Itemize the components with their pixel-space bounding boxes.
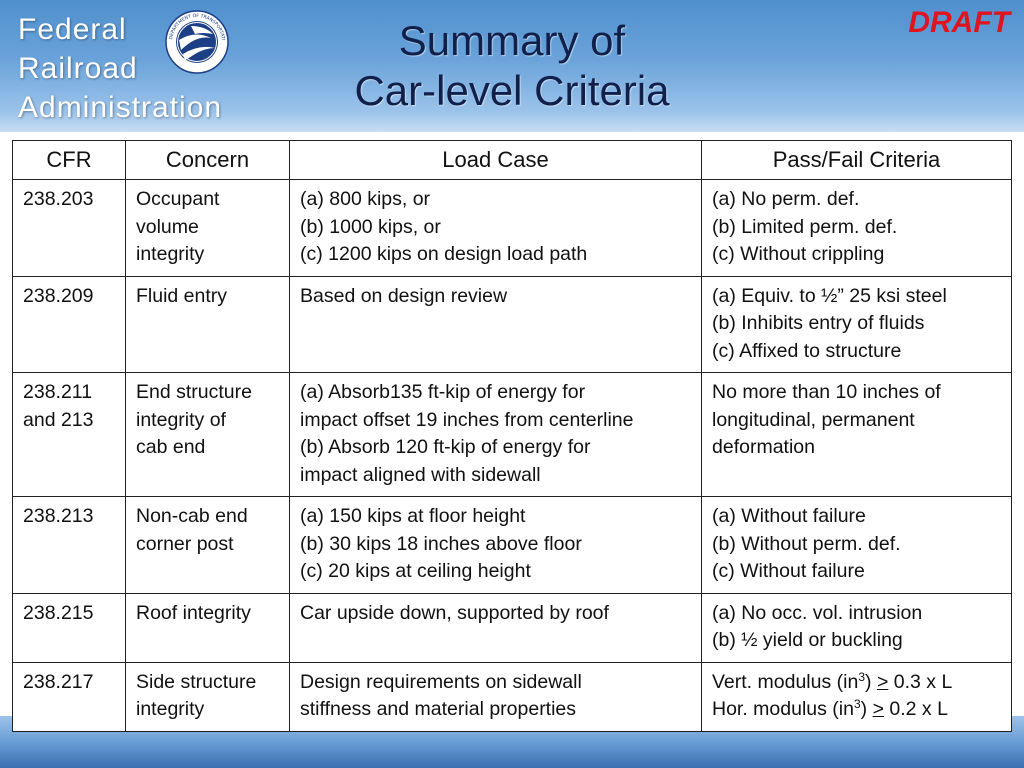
slide-title xyxy=(262,16,762,116)
cell-concern xyxy=(126,593,290,662)
exponent: 3 xyxy=(858,669,866,684)
modulus-limit: 0.2 x L xyxy=(883,698,948,720)
cell-criteria xyxy=(702,593,1012,662)
modulus-close: ) xyxy=(865,670,877,693)
exponent: 3 xyxy=(853,697,861,711)
cell-line: No more than 10 inches of xyxy=(712,381,941,403)
greater-equal-symbol: > xyxy=(872,698,884,720)
cell-line: (a) No occ. vol. intrusion xyxy=(712,601,923,624)
seal-text: DEPARTMENT OF TRANSPORTATI xyxy=(169,13,225,41)
cell-line: 238.213 xyxy=(23,505,94,527)
cell-line: 238.209 xyxy=(23,284,94,307)
cell-line: (a) Equiv. to ½” 25 ksi steel xyxy=(712,284,947,307)
cell-load-case xyxy=(290,373,702,497)
cell-line: corner post xyxy=(136,532,234,555)
cell-concern xyxy=(126,180,290,277)
cell-line: cab end xyxy=(136,436,206,458)
cell-line: integrity xyxy=(136,243,205,265)
cell-line xyxy=(712,696,1001,724)
cell-criteria xyxy=(702,497,1012,594)
brand-line-3: Administration xyxy=(18,91,223,124)
cell-line: (b) Inhibits entry of fluids xyxy=(712,312,925,334)
col-header-pass-fail: Pass/Fail Criteria xyxy=(702,141,1012,180)
cell-line: stiffness and material properties xyxy=(300,698,577,720)
cell-cfr xyxy=(13,497,126,594)
table-header-row xyxy=(13,141,1012,180)
cell-line: (a) Absorb135 ft-kip of energy for xyxy=(300,381,586,403)
cell-line: 238.203 xyxy=(23,188,94,210)
cell-line: (a) 150 kips at floor height xyxy=(300,505,526,527)
cell-line: 238.215 xyxy=(23,601,94,624)
greater-equal-symbol: > xyxy=(876,670,889,693)
cell-line: Design requirements on sidewall xyxy=(300,670,582,693)
modulus-close: ) xyxy=(860,698,873,720)
modulus-label: Vert. modulus (in xyxy=(712,670,859,693)
table-row xyxy=(13,662,1012,731)
cell-line: (c) 20 kips at ceiling height xyxy=(300,560,531,582)
cell-line: Roof integrity xyxy=(136,601,251,624)
table-row xyxy=(13,180,1012,277)
cell-criteria xyxy=(702,276,1012,373)
cell-line: (b) ½ yield or buckling xyxy=(712,629,903,651)
cell-cfr xyxy=(13,662,126,731)
cell-line: End structure xyxy=(136,381,252,403)
table-row xyxy=(13,276,1012,373)
draft-stamp: DRAFT xyxy=(908,6,1010,39)
cell-line: Car upside down, supported by roof xyxy=(300,601,609,624)
cell-line: and 213 xyxy=(23,408,94,431)
cell-line: volume xyxy=(136,215,199,238)
cell-line: impact offset 19 inches from centerline xyxy=(300,408,634,431)
cell-line: Based on design review xyxy=(300,284,508,307)
cell-load-case xyxy=(290,276,702,373)
cell-line: (c) Without crippling xyxy=(712,243,885,265)
cell-line: (c) Without failure xyxy=(712,560,865,582)
cell-cfr xyxy=(13,593,126,662)
cell-cfr xyxy=(13,276,126,373)
cell-load-case xyxy=(290,180,702,277)
cell-criteria xyxy=(702,373,1012,497)
cell-line: (c) Affixed to structure xyxy=(712,339,902,362)
cell-line: (a) No perm. def. xyxy=(712,188,860,210)
cell-line: (b) Limited perm. def. xyxy=(712,215,898,238)
cell-line: deformation xyxy=(712,436,815,458)
cell-load-case xyxy=(290,497,702,594)
cell-line: impact aligned with sidewall xyxy=(300,463,541,486)
cell-criteria xyxy=(702,180,1012,277)
cell-cfr xyxy=(13,180,126,277)
modulus-limit: 0.3 x L xyxy=(888,670,953,693)
cell-line: (c) 1200 kips on design load path xyxy=(300,243,588,265)
cell-criteria xyxy=(702,662,1012,731)
cell-load-case xyxy=(290,593,702,662)
cell-line xyxy=(712,669,1001,697)
cell-concern xyxy=(126,373,290,497)
cell-line: Non-cab end xyxy=(136,505,248,527)
brand-line-1: Federal xyxy=(18,13,127,46)
brand-line-2: Railroad xyxy=(18,52,138,85)
cell-line: 238.211 xyxy=(23,381,93,403)
cell-concern xyxy=(126,497,290,594)
cell-line: 238.217 xyxy=(23,670,94,693)
criteria-table xyxy=(12,140,1012,732)
cell-line: (b) Absorb 120 ft-kip of energy for xyxy=(300,436,591,458)
cell-line: (b) Without perm. def. xyxy=(712,532,901,555)
cell-line: (b) 1000 kips, or xyxy=(300,215,441,238)
cell-line: (a) Without failure xyxy=(712,505,866,527)
cell-line: longitudinal, permanent xyxy=(712,408,915,431)
cell-line: integrity of xyxy=(136,408,226,431)
cell-line: (b) 30 kips 18 inches above floor xyxy=(300,532,582,555)
cell-line: Side structure xyxy=(136,670,257,693)
cell-cfr xyxy=(13,373,126,497)
us-dot-seal-icon xyxy=(165,10,229,74)
cell-line: Occupant xyxy=(136,188,220,210)
modulus-label: Hor. modulus (in xyxy=(712,698,854,720)
cell-line: integrity xyxy=(136,698,205,720)
cell-concern xyxy=(126,662,290,731)
title-line-2: Car-level Criteria xyxy=(354,67,670,114)
table-row xyxy=(13,497,1012,594)
title-line-1: Summary of xyxy=(398,17,626,64)
col-header-load-case: Load Case xyxy=(290,141,702,180)
cell-line: Fluid entry xyxy=(136,284,228,307)
cell-concern xyxy=(126,276,290,373)
cell-line: (a) 800 kips, or xyxy=(300,188,431,210)
col-header-cfr: CFR xyxy=(13,141,126,180)
cell-load-case xyxy=(290,662,702,731)
table-row xyxy=(13,373,1012,497)
table-row xyxy=(13,593,1012,662)
col-header-concern: Concern xyxy=(126,141,290,180)
